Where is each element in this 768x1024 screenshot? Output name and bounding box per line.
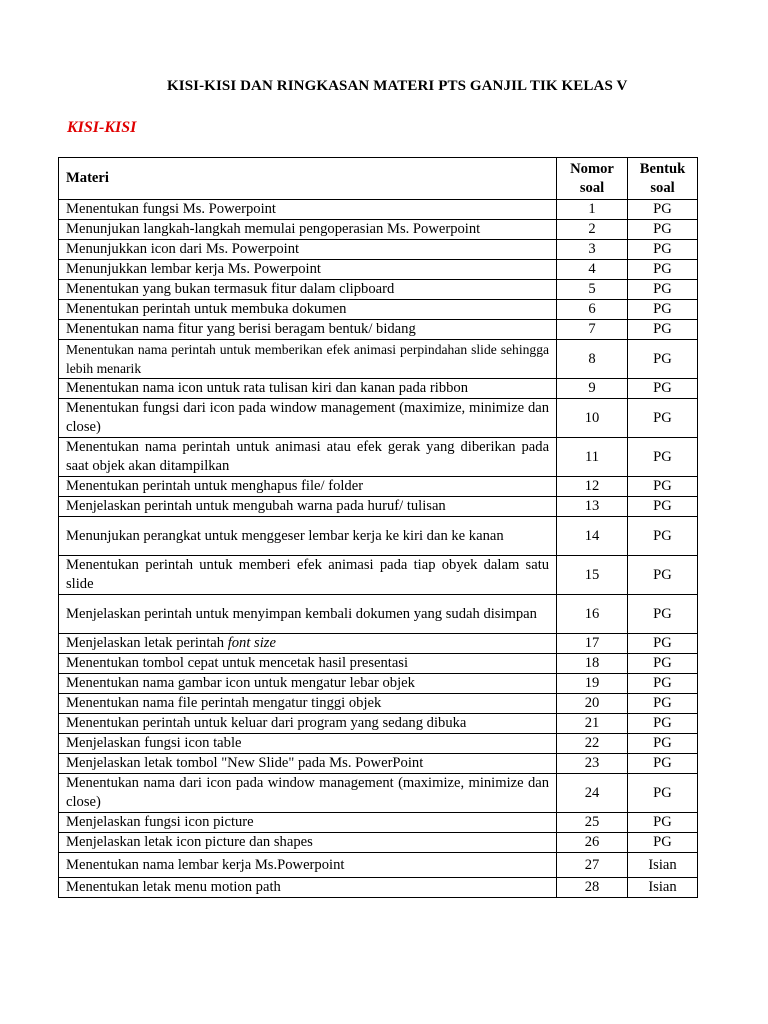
table-row bbox=[59, 220, 698, 240]
table-row bbox=[59, 517, 698, 556]
cell-materi bbox=[59, 634, 557, 654]
cell-materi: Menentukan nama icon untuk rata tulisan kiri dan kanan pada ribbon bbox=[59, 379, 557, 399]
cell-nomor: 23 bbox=[557, 754, 628, 774]
cell-bentuk: PG bbox=[628, 813, 698, 833]
cell-nomor: 6 bbox=[557, 300, 628, 320]
table-row bbox=[59, 694, 698, 714]
cell-materi: Menjelaskan letak icon picture dan shapes bbox=[59, 833, 557, 853]
cell-nomor: 10 bbox=[557, 399, 628, 438]
cell-materi: Menunjukan perangkat untuk menggeser lembar kerja ke kiri dan ke kanan bbox=[59, 517, 557, 556]
cell-materi: Menentukan tombol cepat untuk mencetak hasil presentasi bbox=[59, 654, 557, 674]
cell-nomor: 11 bbox=[557, 438, 628, 477]
cell-bentuk: PG bbox=[628, 654, 698, 674]
cell-bentuk: Isian bbox=[628, 878, 698, 898]
kisi-kisi-table bbox=[58, 157, 698, 898]
cell-materi: Menjelaskan perintah untuk menyimpan kembali dokumen yang sudah disimpan bbox=[59, 595, 557, 634]
table-header-row bbox=[59, 158, 698, 200]
cell-materi: Menentukan perintah untuk memberi efek animasi pada tiap obyek dalam satu slide bbox=[59, 556, 557, 595]
cell-bentuk: PG bbox=[628, 220, 698, 240]
table-row bbox=[59, 438, 698, 477]
cell-materi: Menentukan perintah untuk menghapus file/ folder bbox=[59, 477, 557, 497]
cell-materi: Menjelaskan fungsi icon picture bbox=[59, 813, 557, 833]
cell-materi: Menjelaskan perintah untuk mengubah warna pada huruf/ tulisan bbox=[59, 497, 557, 517]
cell-bentuk: PG bbox=[628, 379, 698, 399]
cell-nomor: 12 bbox=[557, 477, 628, 497]
table-row bbox=[59, 260, 698, 280]
cell-materi: Menjelaskan fungsi icon table bbox=[59, 734, 557, 754]
table-row bbox=[59, 300, 698, 320]
table-row bbox=[59, 813, 698, 833]
cell-nomor: 14 bbox=[557, 517, 628, 556]
cell-nomor: 26 bbox=[557, 833, 628, 853]
cell-bentuk: PG bbox=[628, 438, 698, 477]
cell-materi: Menentukan yang bukan termasuk fitur dalam clipboard bbox=[59, 280, 557, 300]
table-row bbox=[59, 280, 698, 300]
cell-nomor: 22 bbox=[557, 734, 628, 754]
cell-materi: Menjelaskan letak tombol "New Slide" pada Ms. PowerPoint bbox=[59, 754, 557, 774]
cell-materi: Menentukan fungsi dari icon pada window management (maximize, minimize dan close) bbox=[59, 399, 557, 438]
cell-nomor: 1 bbox=[557, 200, 628, 220]
table-row bbox=[59, 340, 698, 379]
cell-materi: Menentukan nama perintah untuk memberikan efek animasi perpindahan slide sehingga lebih menarik bbox=[59, 340, 557, 379]
cell-bentuk: PG bbox=[628, 477, 698, 497]
cell-materi-italic: font size bbox=[227, 635, 276, 651]
cell-nomor: 17 bbox=[557, 634, 628, 654]
table-row bbox=[59, 320, 698, 340]
cell-nomor: 16 bbox=[557, 595, 628, 634]
cell-bentuk: Isian bbox=[628, 853, 698, 878]
section-heading: KISI-KISI bbox=[67, 119, 137, 136]
table-row bbox=[59, 497, 698, 517]
cell-bentuk: PG bbox=[628, 200, 698, 220]
document-title: KISI-KISI DAN RINGKASAN MATERI PTS GANJIL TIK KELAS V bbox=[167, 78, 628, 94]
table-row bbox=[59, 379, 698, 399]
table-row bbox=[59, 714, 698, 734]
table-row bbox=[59, 734, 698, 754]
cell-nomor: 27 bbox=[557, 853, 628, 878]
cell-nomor: 24 bbox=[557, 774, 628, 813]
cell-bentuk: PG bbox=[628, 694, 698, 714]
cell-bentuk: PG bbox=[628, 497, 698, 517]
cell-materi: Menentukan perintah untuk membuka dokumen bbox=[59, 300, 557, 320]
cell-bentuk: PG bbox=[628, 556, 698, 595]
table-row bbox=[59, 200, 698, 220]
table-row bbox=[59, 878, 698, 898]
table-row bbox=[59, 634, 698, 654]
table-row bbox=[59, 477, 698, 497]
table-row bbox=[59, 833, 698, 853]
cell-nomor: 8 bbox=[557, 340, 628, 379]
cell-bentuk: PG bbox=[628, 754, 698, 774]
table-row bbox=[59, 556, 698, 595]
cell-nomor: 19 bbox=[557, 674, 628, 694]
cell-bentuk: PG bbox=[628, 595, 698, 634]
cell-materi: Menunjukkan lembar kerja Ms. Powerpoint bbox=[59, 260, 557, 280]
cell-materi: Menentukan perintah untuk keluar dari program yang sedang dibuka bbox=[59, 714, 557, 734]
cell-materi: Menentukan nama lembar kerja Ms.Powerpoint bbox=[59, 853, 557, 878]
header-materi: Materi bbox=[59, 158, 557, 200]
table-row bbox=[59, 674, 698, 694]
cell-nomor: 9 bbox=[557, 379, 628, 399]
cell-nomor: 13 bbox=[557, 497, 628, 517]
cell-bentuk: PG bbox=[628, 260, 698, 280]
cell-materi: Menentukan letak menu motion path bbox=[59, 878, 557, 898]
cell-bentuk: PG bbox=[628, 714, 698, 734]
header-nomor-soal: Nomor soal bbox=[557, 158, 628, 200]
table-row bbox=[59, 654, 698, 674]
cell-bentuk: PG bbox=[628, 280, 698, 300]
cell-nomor: 3 bbox=[557, 240, 628, 260]
cell-nomor: 21 bbox=[557, 714, 628, 734]
cell-bentuk: PG bbox=[628, 634, 698, 654]
cell-materi: Menentukan nama file perintah mengatur tinggi objek bbox=[59, 694, 557, 714]
cell-nomor: 4 bbox=[557, 260, 628, 280]
cell-nomor: 7 bbox=[557, 320, 628, 340]
cell-nomor: 25 bbox=[557, 813, 628, 833]
cell-bentuk: PG bbox=[628, 399, 698, 438]
cell-nomor: 15 bbox=[557, 556, 628, 595]
cell-bentuk: PG bbox=[628, 774, 698, 813]
cell-bentuk: PG bbox=[628, 734, 698, 754]
cell-materi: Menunjukan langkah-langkah memulai pengoperasian Ms. Powerpoint bbox=[59, 220, 557, 240]
cell-nomor: 2 bbox=[557, 220, 628, 240]
table-row bbox=[59, 774, 698, 813]
cell-materi-text: Menjelaskan letak perintah bbox=[66, 635, 228, 651]
table-row bbox=[59, 754, 698, 774]
cell-nomor: 18 bbox=[557, 654, 628, 674]
table-row bbox=[59, 399, 698, 438]
cell-nomor: 20 bbox=[557, 694, 628, 714]
cell-bentuk: PG bbox=[628, 833, 698, 853]
table-row bbox=[59, 240, 698, 260]
cell-nomor: 28 bbox=[557, 878, 628, 898]
cell-bentuk: PG bbox=[628, 320, 698, 340]
cell-bentuk: PG bbox=[628, 674, 698, 694]
cell-materi: Menentukan nama fitur yang berisi beragam bentuk/ bidang bbox=[59, 320, 557, 340]
cell-materi: Menentukan nama gambar icon untuk mengatur lebar objek bbox=[59, 674, 557, 694]
cell-bentuk: PG bbox=[628, 300, 698, 320]
cell-materi: Menunjukkan icon dari Ms. Powerpoint bbox=[59, 240, 557, 260]
cell-bentuk: PG bbox=[628, 240, 698, 260]
header-bentuk-soal: Bentuk soal bbox=[628, 158, 698, 200]
cell-bentuk: PG bbox=[628, 517, 698, 556]
cell-materi: Menentukan nama dari icon pada window management (maximize, minimize dan close) bbox=[59, 774, 557, 813]
cell-materi: Menentukan fungsi Ms. Powerpoint bbox=[59, 200, 557, 220]
cell-bentuk: PG bbox=[628, 340, 698, 379]
table-body bbox=[59, 200, 698, 898]
cell-materi: Menentukan nama perintah untuk animasi atau efek gerak yang diberikan pada saat objek akan ditampilkan bbox=[59, 438, 557, 477]
cell-nomor: 5 bbox=[557, 280, 628, 300]
table-row bbox=[59, 595, 698, 634]
table-row bbox=[59, 853, 698, 878]
